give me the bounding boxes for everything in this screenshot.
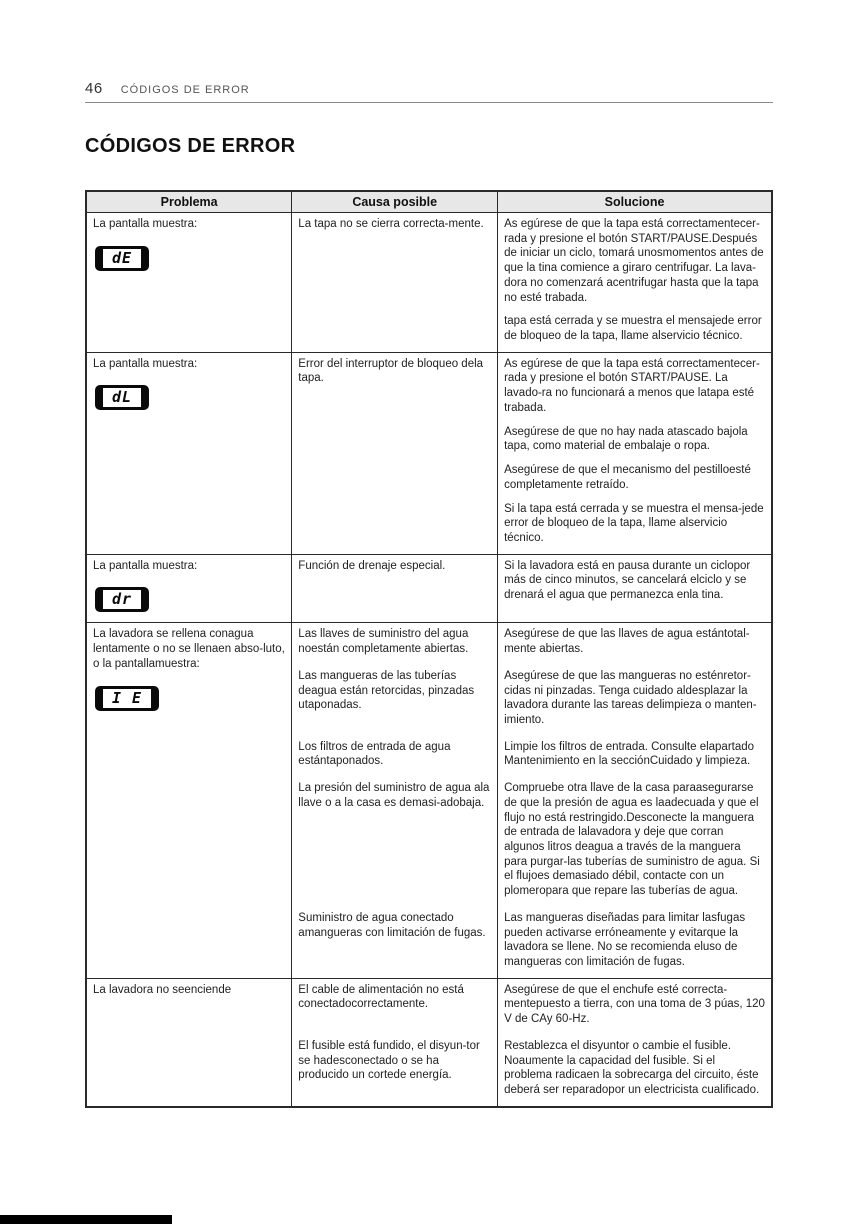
problem-cell — [86, 352, 292, 554]
solution-cell — [498, 736, 772, 777]
column-header: Problema — [86, 191, 292, 213]
error-codes-table — [85, 190, 773, 1108]
cause-cell — [292, 352, 498, 554]
column-header: Solucione — [498, 191, 772, 213]
cell-paragraph: Si la lavadora está en pausa durante un ciclopor más de cinco minutos, se cancelará elciclo y se drenará el agua que permanezca enla tina. — [504, 559, 751, 602]
running-header-title: CÓDIGOS DE ERROR — [120, 84, 250, 96]
cell-paragraph: Suministro de agua conectado amangueras con limitación de fugas. — [298, 911, 486, 939]
error-code: dL — [103, 388, 141, 407]
cell-paragraph: La lavadora no seenciende — [93, 983, 232, 996]
lcd-display — [95, 587, 149, 612]
problem-cell — [86, 554, 292, 623]
solution-cell — [498, 554, 772, 623]
table-body — [86, 213, 772, 1107]
solution-cell — [498, 978, 772, 1035]
cell-paragraph: Las mangueras diseñadas para limitar lasfugas pueden activarse erróneamente y evitarque la lavadora se llene. No se recomienda eluso de mangueras con limitación de fugas. — [504, 911, 746, 969]
cell-paragraph: La tapa no se cierra correcta-mente. — [298, 218, 484, 230]
cause-cell — [292, 907, 498, 978]
error-code: I E — [103, 689, 151, 708]
cell-paragraph: La pantalla muestra: — [93, 218, 198, 230]
cause-cell — [292, 554, 498, 623]
cause-cell — [292, 665, 498, 736]
table-header — [86, 191, 772, 213]
cell-paragraph: Si la tapa está cerrada y se muestra el mensa-jede error de bloqueo de la tapa, llame alservicio técnico. — [504, 502, 764, 544]
table-row — [86, 213, 772, 353]
cell-paragraph: La presión del suministro de agua ala llave o a la casa es demasi-adobaja. — [298, 782, 490, 809]
cause-cell — [292, 1035, 498, 1107]
scan-edge-artifact — [0, 1215, 172, 1224]
cell-paragraph: Asegúrese de que las mangueras no esténretor-cidas ni pinzadas. Tenga cuidado aldesplazar la lavadora durante las tareas delimpieza o manten-imiento. — [504, 669, 757, 726]
cell-paragraph: As egúrese de que la tapa está correctamentecer-rada y presione el botón START/PAUSE. La lavado-ra no funcionará a menos que latapa esté trabada. — [504, 357, 760, 414]
cause-cell — [292, 777, 498, 907]
cell-paragraph: Error del interruptor de bloqueo dela tapa. — [298, 357, 484, 385]
cell-paragraph: tapa está cerrada y se muestra el mensajede error de bloqueo de la tapa, llame alservicio técnico. — [504, 315, 762, 343]
cell-paragraph: Asegúrese de que el enchufe esté correcta-mentepuesto a tierra, con una toma de 3 púas, 120 V de CAy 60-Hz. — [504, 983, 765, 1026]
lcd-display — [95, 686, 159, 711]
solution-cell — [498, 907, 772, 978]
error-code: dE — [103, 249, 141, 268]
page-content — [85, 0, 773, 1108]
lcd-display — [95, 385, 149, 410]
cell-paragraph: La pantalla muestra: — [93, 559, 198, 572]
solution-cell — [498, 1035, 772, 1107]
cause-cell — [292, 213, 498, 353]
table-row — [86, 978, 772, 1035]
cell-paragraph: Función de drenaje especial. — [298, 559, 446, 572]
cell-paragraph: Asegúrese de que no hay nada atascado bajola tapa, como material de embalaje o ropa. — [504, 425, 748, 453]
page-number: 46 — [85, 80, 103, 97]
page-title: CÓDIGOS DE ERROR — [85, 135, 296, 157]
cell-paragraph: Compruebe otra llave de la casa paraasegurarse de que la presión de agua es laadecuada y que el flujo no está restringido.Desconecte la manguera de entrada de lalavadora y deje que corran algunos litros deagua a través de la manguera para purgar-las tuberías de suministro de agua. Si el flujoes demasiado débil, contacte con un plomeropara que repare las tuberías de agua. — [504, 782, 760, 898]
column-header: Causa posible — [292, 191, 498, 213]
cause-cell — [292, 623, 498, 665]
solution-cell — [498, 665, 772, 736]
solution-cell — [498, 623, 772, 665]
table-row — [86, 352, 772, 554]
running-header — [85, 80, 773, 103]
table-row — [86, 623, 772, 665]
cause-cell — [292, 736, 498, 777]
cell-paragraph: Limpie los filtros de entrada. Consulte elapartado Mantenimiento en la secciónCuidado y limpieza. — [504, 740, 755, 768]
cell-paragraph: La pantalla muestra: — [93, 357, 198, 370]
cell-paragraph: El cable de alimentación no está conectadocorrectamente. — [298, 983, 464, 1011]
cell-paragraph: El fusible está fundido, el disyun-tor se hadesconectado o se ha producido un cortede energía. — [298, 1039, 480, 1082]
problem-cell — [86, 978, 292, 1107]
cell-paragraph: Las mangueras de las tuberías deagua están retorcidas, pinzadas utaponadas. — [298, 669, 475, 712]
solution-cell — [498, 352, 772, 554]
cell-paragraph: Los filtros de entrada de agua estántaponados. — [298, 740, 451, 768]
lcd-display — [95, 246, 149, 271]
table-row — [86, 554, 772, 623]
table-header-row — [86, 191, 772, 213]
cell-paragraph: Restablezca el disyuntor o cambie el fusible. Noaumente la capacidad del fusible. Si el problema radicaen la sobrecarga del circuito, éste deberá ser reparadopor un electricista cualificado. — [504, 1039, 760, 1097]
solution-cell — [498, 213, 772, 353]
solution-cell — [498, 777, 772, 907]
cell-paragraph: Las llaves de suministro del agua noestán completamente abiertas. — [298, 628, 469, 656]
cell-paragraph: La lavadora se rellena conagua lentamente o no se llenaen abso-luto, o la pantallamuestra: — [93, 628, 285, 670]
cell-paragraph: Asegúrese de que el mecanismo del pestilloesté completamente retraído. — [504, 464, 751, 491]
error-code: dr — [103, 590, 141, 609]
cell-paragraph: Asegúrese de que las llaves de agua estántotal-mente abiertas. — [504, 628, 750, 656]
problem-cell — [86, 623, 292, 978]
problem-cell — [86, 213, 292, 353]
cause-cell — [292, 978, 498, 1035]
cell-paragraph: As egúrese de que la tapa está correctamentecer-rada y presione el botón START/PAUSE.Después de iniciar un ciclo, tomará unosmomentos antes de que la tina comience a giraro centrifugar. La lava-dora no comenzará acentrifugar hasta que la tapa no esté trabada. — [504, 218, 764, 304]
